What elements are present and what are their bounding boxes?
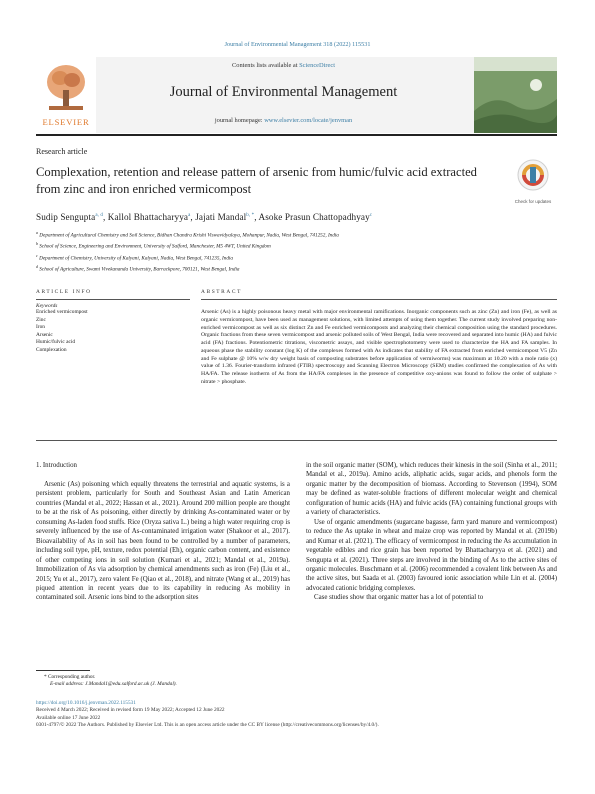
contents-line <box>96 62 471 69</box>
author-affil-marker[interactable]: b, * <box>246 212 255 218</box>
keyword: Zinc <box>36 316 46 323</box>
front-matter-rule <box>36 440 557 441</box>
journal-citation[interactable]: Journal of Environmental Management 318 (2022) 115531 <box>224 41 371 48</box>
author[interactable]: Sudip Sengupta <box>36 212 96 222</box>
check-for-updates-badge[interactable] <box>509 158 557 206</box>
author-affil-marker[interactable]: c <box>369 212 373 218</box>
affiliation: $^b$ School of Science, Engineering and Environment, University of Salford, Manchester, M5 4WT, United Kingdom <box>36 241 271 251</box>
abstract-rule <box>201 299 557 300</box>
doi-link[interactable]: https://doi.org/10.1016/j.jenvman.2022.115531 <box>36 700 136 706</box>
affiliation: $^c$ Department of Chemistry, University of Kalyani, Kalyani, Nadia, West Bengal, 741235, India <box>36 252 233 262</box>
publisher-name: ELSEVIER <box>42 117 90 127</box>
crossmark-label: Check for updates <box>514 199 552 204</box>
email-note[interactable]: E-mail address: J.Mandal1@edu.salford.ac.uk (J. Mandal). <box>50 681 177 688</box>
paragraph: in the soil organic matter (SOM), which reduces their kinesis in the soil (Sinha et al., 2011; Mandal et al., 2019a). Amino acids, aliphatic acids, sugar acids, and phenols form the organic matter by the decomposition of biomass. According to Stevenson (1994), SOM may be defined as water-soluble fractions of different molecular weight and chemical configuration of humic acids (HA) and fulvic acids (FA) containing functional groups with a variety of characteristics. <box>306 462 557 517</box>
abstract-text: Arsenic (As) is a highly poisonous heavy metal with major environmental ramifications. Inorganic components such as zinc (Zn) and iron (Fe), as well as organic vermicompost, have been used as management solutions, with limited attempts of using them together. The current study involved preparing non-enriched vermicompost as well as six distinct Zn and Fe enriched vermicomposts and analyzing their chemical composition using the standard procedures. Organic fractions from these seven vermicompost and arsenic polluted soils of West Bengal, India were recovered and separated into humic (HA) and fulvic acid (FA) fractions. Potentiometric titrations, viscometric assays, and visible spectrophotometry were used to characterize the HA and FA samples. In aqueous phase the stability constant (log K) of the complexes formed with As indicates that stability of FA extracted from enriched vermicompost V5 (Zn and Fe sulphate @ 10% w/w dry weight basis of composting substrates before application of vermiworms) was maximum at 10.20 with a mole ratio (x) value of 1.36. Fourier-transform infrared (FTIR) spectroscopy and Scanning Electron Microscopy (SEM) studies confirmed the complexation of As with HA/FA. The release isotherm of As from the HA/FA complexes in the presence of competitive oxy-anions was found to follow the order of sulphate > nitrate > phosphate. <box>201 309 557 385</box>
article-type: Research article <box>36 147 88 156</box>
author[interactable]: Asoke Prasun Chattopadhyay <box>258 212 370 222</box>
copyright-license[interactable]: 0301-4797/© 2022 The Authors. Published by Elsevier Ltd. This is an open access article under the CC BY license (http://creativecommons.org/licenses/by/4.0/). <box>36 721 379 728</box>
paragraph: Arsenic (As) poisoning which equally threatens the terrestrial and aquatic systems, is a persistent problem, particularly for South and Southeast Asian and Latin American countries (Mandal et al., 2022; Hassan et al., 2021). Around 200 million people are thought to be at the risk of As poisoning, either directly by drinking As-contaminated water or by consuming As-laden food stuffs. Rice (Oryza sativa L.) being a high water requiring crop is severely influenced by the use of As-contaminated irrigation water (Shakoor et al., 2017). Bioavailability of As in soil has been found to be controlled by a number of parameters, including soil type, pH, texture, redox potential (Eh), organic carbon content, and existence of other competing ions in soil solution (Kumari et al., 2021; Mandal et al., 2019a). Immobilization of As via adsorption by chemical amendments such as iron (Fe) (Liu et al., 2015; Yu et al., 2017), zero valent Fe (Qiao et al., 2018), and nitrate (Wang et al., 2019) has piqued attention in recent years due to its capability in reducing As mobility in contaminated soil. Arsenic ions bind to the adsorption sites <box>36 481 290 602</box>
homepage-link[interactable]: www.elsevier.com/locate/jenvman <box>264 117 353 124</box>
contents-prefix: Contents lists available at <box>232 62 300 69</box>
keyword: Arsenic <box>36 331 53 338</box>
author[interactable]: Kallol Bhattacharyya <box>107 212 189 222</box>
article-info-heading: ARTICLE INFO <box>36 289 92 295</box>
keyword: Enriched vermicompost <box>36 309 88 315</box>
footnotes <box>36 674 557 689</box>
paragraph: Case studies show that organic matter has a lot of potential to <box>314 594 484 602</box>
affiliation: $^d$ School of Agriculture, Swami Vivekananda University, Barrackpore, 700121, West Bengal, India <box>36 263 240 273</box>
intro-left-column <box>36 480 290 603</box>
keyword: Complexation <box>36 346 67 353</box>
header-divider <box>36 134 557 136</box>
homepage-prefix: journal homepage: <box>214 117 265 124</box>
homepage-line <box>96 117 471 124</box>
intro-right-column <box>306 461 557 603</box>
author-affil-marker[interactable]: a <box>188 212 191 218</box>
section-heading-introduction: 1. Introduction <box>36 462 77 469</box>
author-list: Sudip Sengupta$^{a, d}$, Kallol Bhattacharyya$^a$, Jajati Mandal$^{b, *}$, Asoke Prasun Chattopadhyay$^c$ <box>36 212 373 222</box>
paragraph: Use of organic amendments (sugarcane bagasse, farm yard manure and vermicompost) to reduce the As uptake in wheat and maize crop was reported by Mandal et al. (2019b) and Kumar et al. (2021). The efficacy of vermicompost in reducing the As accumulation in vegetable edibles and rice grain has been reported by Bhattacharyya et al. (2021) and Sengupta et al. (2021). Three steps are involved in the binding of As to the active sites of organic molecules. Buschmann et al. (2006) recommended a covalent link between As and the active sites, but Saada et al. (2003) favoured ionic association while Lin et al. (2004) advocated cationic bridging complexes. <box>306 518 557 592</box>
publication-info <box>36 700 557 729</box>
received-dates: Received 4 March 2022; Received in revised form 19 May 2022; Accepted 12 June 2022 <box>36 707 225 714</box>
keywords-label: Keywords <box>36 303 58 309</box>
keyword: Humic/fulvic acid <box>36 339 76 346</box>
affiliation-list <box>36 229 556 274</box>
article-info-rule <box>36 299 190 300</box>
cover-landscape-icon <box>474 71 557 133</box>
keyword: Iron <box>36 324 45 331</box>
abstract-heading: ABSTRACT <box>201 289 242 295</box>
journal-cover-band <box>474 57 557 71</box>
journal-title: Journal of Environmental Management <box>169 84 398 100</box>
keywords-block <box>36 303 186 355</box>
author-affil-marker[interactable]: a, d <box>95 212 103 218</box>
article-title: Complexation, retention and release pattern of arsenic from humic/fulvic acid extracted from zinc and iron enriched vermicompost <box>36 165 477 196</box>
corresponding-author-note: * Corresponding author. <box>44 674 96 680</box>
elsevier-tree-logo-icon <box>43 62 89 114</box>
crossmark-icon <box>509 158 557 194</box>
author[interactable]: Jajati Mandal <box>195 212 247 222</box>
sciencedirect-link[interactable]: ScienceDirect <box>299 62 335 69</box>
footnote-rule <box>36 670 90 671</box>
available-online: Available online 17 June 2022 <box>36 714 101 721</box>
affiliation: $^a$ Department of Agricultural Chemistry and Soil Science, Bidhan Chandra Krishi Viswavidyalaya, Mohanpur, Nadia, West Bengal, 741252, India <box>36 230 339 239</box>
